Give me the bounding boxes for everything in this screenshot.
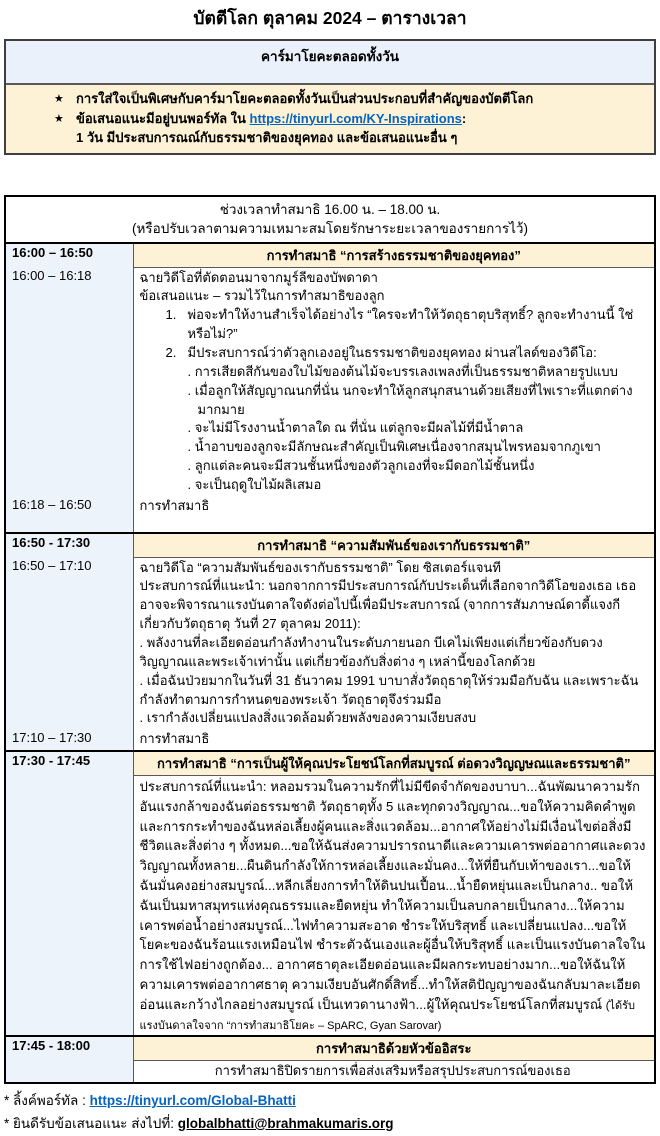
note-bullet-2-continuation: 1 วัน มีประสบการณณ์กับธรรมชาติของยุคทอง และข้อเสนอแนะอื่น ๆ [76,130,458,145]
section-3-time-range: 17:30 - 17:45 [5,751,133,776]
suggestion-line: ข้อเสนอแนะ – รวมไว้ในการทำสมาธิของลูก [139,288,385,304]
schedule-time-window: ช่วงเวลาทำสมาธิ 16.00 น. – 18.00 น. [219,201,441,217]
section-4-title: การทำสมาธิด้วยหัวข้ออิสระ [133,1036,655,1061]
section-4-header-row [5,1036,655,1061]
schedule-header-row [5,196,655,243]
note-bullet-2-text: ข้อเสนอแนะมีอยู่บนพอร์ทัล ใน https://tinyurl.com/KY-Inspirations: [76,110,467,126]
sub-bullet: . การเสียดสีกันของใบไม้ของต้นไม้จะบรรเลงเพลงที่เป็นธรรมชาติหลายรูปแบบ [187,363,618,379]
note-bullet-1 [12,89,648,109]
section-1-row-2-time: 16:18 – 16:50 [5,496,133,533]
sub-bullet: . ลูกแต่ละคนจะมีสวนชั้นหนึ่งของตัวลูกเองที่จะมีดอกไม้ชั้นหนึ่ง [187,458,535,474]
section-2-header-row [5,533,655,558]
global-bhatti-link[interactable]: https://tinyurl.com/Global-Bhatti [89,1093,296,1109]
section-3-header-row [5,751,655,776]
section-1-title: การทำสมาธิ “การสร้างธรรมชาติของยุคทอง” [133,243,655,268]
experience-paragraph: ประสบการณ์ที่แนะนำ: หลอมรวมในความรักที่ไม่มีขีดจำกัดของบาบา...ฉันพัฒนาความรักอันแรงกล้าของฉันต่อธรรมชาติ วัตถุธาตุทั้ง 5 และทุกดวงวิญญาณ...ขอให้ความคิดคำพูดและการกระทำของฉันหล่อเลี้ยงผู้คนและสิ่งแวดล้อม...อากาศให้อย่างไม่มีเงื่อนไขต่อสิ่งมีชีวิตและสิ่งต่าง ๆ ทั้งหมด...ขอให้ฉันส่งความปรารถนาดีและความเคารพต่ออากาศและดวงวิญญาณทั้งหลาย...ผืนดินกำลังให้การหล่อเลี้ยงและมั่นคง...ให้ที่ยืนกับเท้าของเรา...ขอให้ฉันมั่นคงอย่างสมบูรณ์...หลีกเลี่ยงการทำให้ดินปนเปื้อน...น้ำยืดหยุ่นและเป็นกลาง.. ขอให้ฉันเป็นมหาสมุทรแห่งคุณธรรมและยืดหยุ่น ทำให้ความเป็นลบกลายเป็นกลาง...ให้ความเคารพต่อน้ำอย่างสมบูรณ์...ไฟทำความสะอาด ชำระให้บริสุทธิ์ และเปลี่ยนแปลง...ขอให้โยคะของฉันร้อนแรงเหมือนไฟ ชำระตัวฉันเองและผู้อื่นให้บริสุทธิ์ และเป็นแรงบันดาลใจในการใช้ไฟอย่างถูกต้อง... อากาศธาตุละเอียดอ่อนและมีผลกระทบอย่างมาก...ขอให้ฉันให้ความเคารพต่ออากาศธาตุ ความเงียบอันศักดิ์สิทธิ์...ทำให้สติปัญญาของฉันกลับมาละเอียดอ่อนและกว้างไกลอย่างสมบูรณ์ เป็นเทวดานางฟ้า...ผู้ให้คุณประโยชน์โลกที่สมบูรณ์ (ได้รับแรงบันดาลใจจาก “การทำสมาธิโยคะ – SpARC, Gyan Sarovar) [139,779,646,1032]
section-2-row-1 [5,557,655,729]
section-4-row-1-time [5,1061,133,1083]
inspiration-source-note: (ได้รับแรงบันดาลใจจาก “การทำสมาธิโยคะ – SpARC, Gyan Sarovar) [139,999,635,1032]
note-bullet-1-text: การใส่ใจเป็นพิเศษกับคาร์มาโยคะตลอดทั้งวันเป็นส่วนประกอบที่สำคัญของบัตตีโลก [76,91,534,106]
section-3-title: การทำสมาธิ “การเป็นผู้ให้คุณประโยชน์โลกที่สมบูรณ์ ต่อดวงวิญญษณและธรรมชาติ” [133,751,655,776]
schedule-table [4,195,656,1085]
section-1-row-1-time: 16:00 – 16:18 [5,267,133,496]
section-2-row-2-content: การทำสมาธิ [139,731,210,747]
section-1-time-range: 16:00 – 16:50 [5,243,133,268]
page-title: บัตตีโลก ตุลาคม 2024 – ตารางเวลา [193,8,467,28]
sub-bullet: . พลังงานที่ละเอียดอ่อนกำลังทำงานในระดับภายนอก บีเคไม่เพียงแต่เกี่ยวข้องกับดวงวิญญาณและพระเจ้าเท่านั้น แต่เกี่ยวข้องกับสิ่งต่าง ๆ เหล่านี้ของโลกด้วย [139,634,603,669]
sub-bullet: . จะไม่มีโรงงานน้ำตาลใด ณ ที่นั่น แต่ลูกจะมีผลไม้ที่มีน้ำตาล [187,420,524,436]
sub-bullet: . เมื่อลูกให้สัญญาณนกที่นั่น นกจะทำให้ลูกสนุกสนานด้วยเสียงที่ไพเราะที่แตกต่างมากมาย [187,382,633,417]
section-4-row-1-content: การทำสมาธิปิดรายการเพื่อส่งเสริมหรือสรุปประสบการณ์ของเธอ [214,1063,571,1079]
ky-inspirations-link[interactable]: https://tinyurl.com/KY-Inspirations [249,110,462,126]
section-1-header-row [5,243,655,268]
sub-bullet: . เรากำลังเปลี่ยนแปลงสิ่งแวดล้อมด้วยพลังของความเงียบสงบ [139,710,477,726]
karma-yoga-header: คาร์มาโยคะตลอดทั้งวัน [6,41,654,85]
numbered-item-1: 1. พ่อจะทำให้งานสำเร็จได้อย่างไร “ใครจะทำให้วัตถุธาตุบริสุทธิ์? ลูกจะทำงานนี้ ใช่หรือไม่?” [165,307,634,342]
feedback-email-link[interactable]: globalbhatti@brahmakumaris.org [177,1115,394,1131]
section-4-time-range: 17:45 - 18:00 [5,1036,133,1061]
video-line: ฉายวิดีโอที่ตัดตอนมาจากมูร์ลีของบัพดาดา [139,269,378,285]
numbered-item-2: 2. มีประสบการณ์ว่าตัวลูกเองอยู่ในธรรมชาติของยุคทอง ผ่านสไลด์ของวิดีโอ: [165,345,597,360]
section-1-row-2 [5,496,655,533]
star-icon: ★ [54,93,64,105]
section-2-row-2 [5,729,655,751]
section-2-row-1-content [133,557,655,729]
section-2-row-2-time: 17:10 – 17:30 [5,729,133,751]
experience-intro: ประสบการณ์ที่แนะนำ: นอกจากการมีประสบการณ์กับประเด็นที่เลือกจากวิดีโอของเธอ เธออาจจะพิจารณาแรงบันดาลใจดังต่อไปนี้เพื่อมีประสบการณ์ (จากการสัมภาษณ์ดาดี้แจงกีเกี่ยวกับวัตถุธาตุ วันที่ 27 ตุลาคม 2011): [139,578,637,632]
section-2-title: การทำสมาธิ “ความสัมพันธ์ของเรากับธรรมชาติ” [133,533,655,558]
section-3-row-1 [5,776,655,1037]
section-1-row-2-content: การทำสมาธิ [139,497,210,513]
sub-bullet: . จะเป็นฤดูใบไม้ผลิเสมอ [187,476,322,492]
star-icon: ★ [54,112,64,125]
section-2-time-range: 16:50 - 17:30 [5,533,133,558]
section-2-row-1-time: 16:50 – 17:10 [5,557,133,729]
portal-link-line: * ลิ้งค์พอร์ทัล : https://tinyurl.com/Global-Bhatti [4,1093,296,1109]
section-1-row-1 [5,267,655,496]
schedule-time-note: (หรือปรับเวลาตามความเหมาะสมโดยรักษาระยะเวลาของรายการไว้) [132,221,528,237]
note-bullet-2 [12,109,648,129]
karma-yoga-box [4,39,656,155]
section-3-row-1-content [133,776,655,1037]
notes-box [6,85,654,153]
sub-bullet: . น้ำอาบของลูกจะมีลักษณะสำคัญเป็นพิเศษเนื่องจากสมุนไพรหอมจากภูเขา [187,439,601,455]
sub-bullet: . เมื่อฉันป่วยมากในวันที่ 31 ธันวาคม 1991 บาบาสั่งวัตถุธาตุให้ร่วมมือกับฉัน และเพราะฉันกำลังทำตามการกำหนดของพระเจ้า วัตถุธาตุจึงร่วมมือ [139,672,639,707]
section-4-row-1 [5,1061,655,1083]
footer [4,1091,656,1133]
video-line: ฉายวิดีโอ “ความสัมพันธ์ของเรากับธรรมชาติ” โดย ซิสเตอร์แจนที [139,559,501,575]
feedback-line: * ยินดีรับข้อเสนอแนะ ส่งไปที่: globalbhatti@brahmakumaris.org [4,1115,394,1131]
section-3-row-1-time [5,776,133,1037]
section-1-row-1-content [133,267,655,496]
